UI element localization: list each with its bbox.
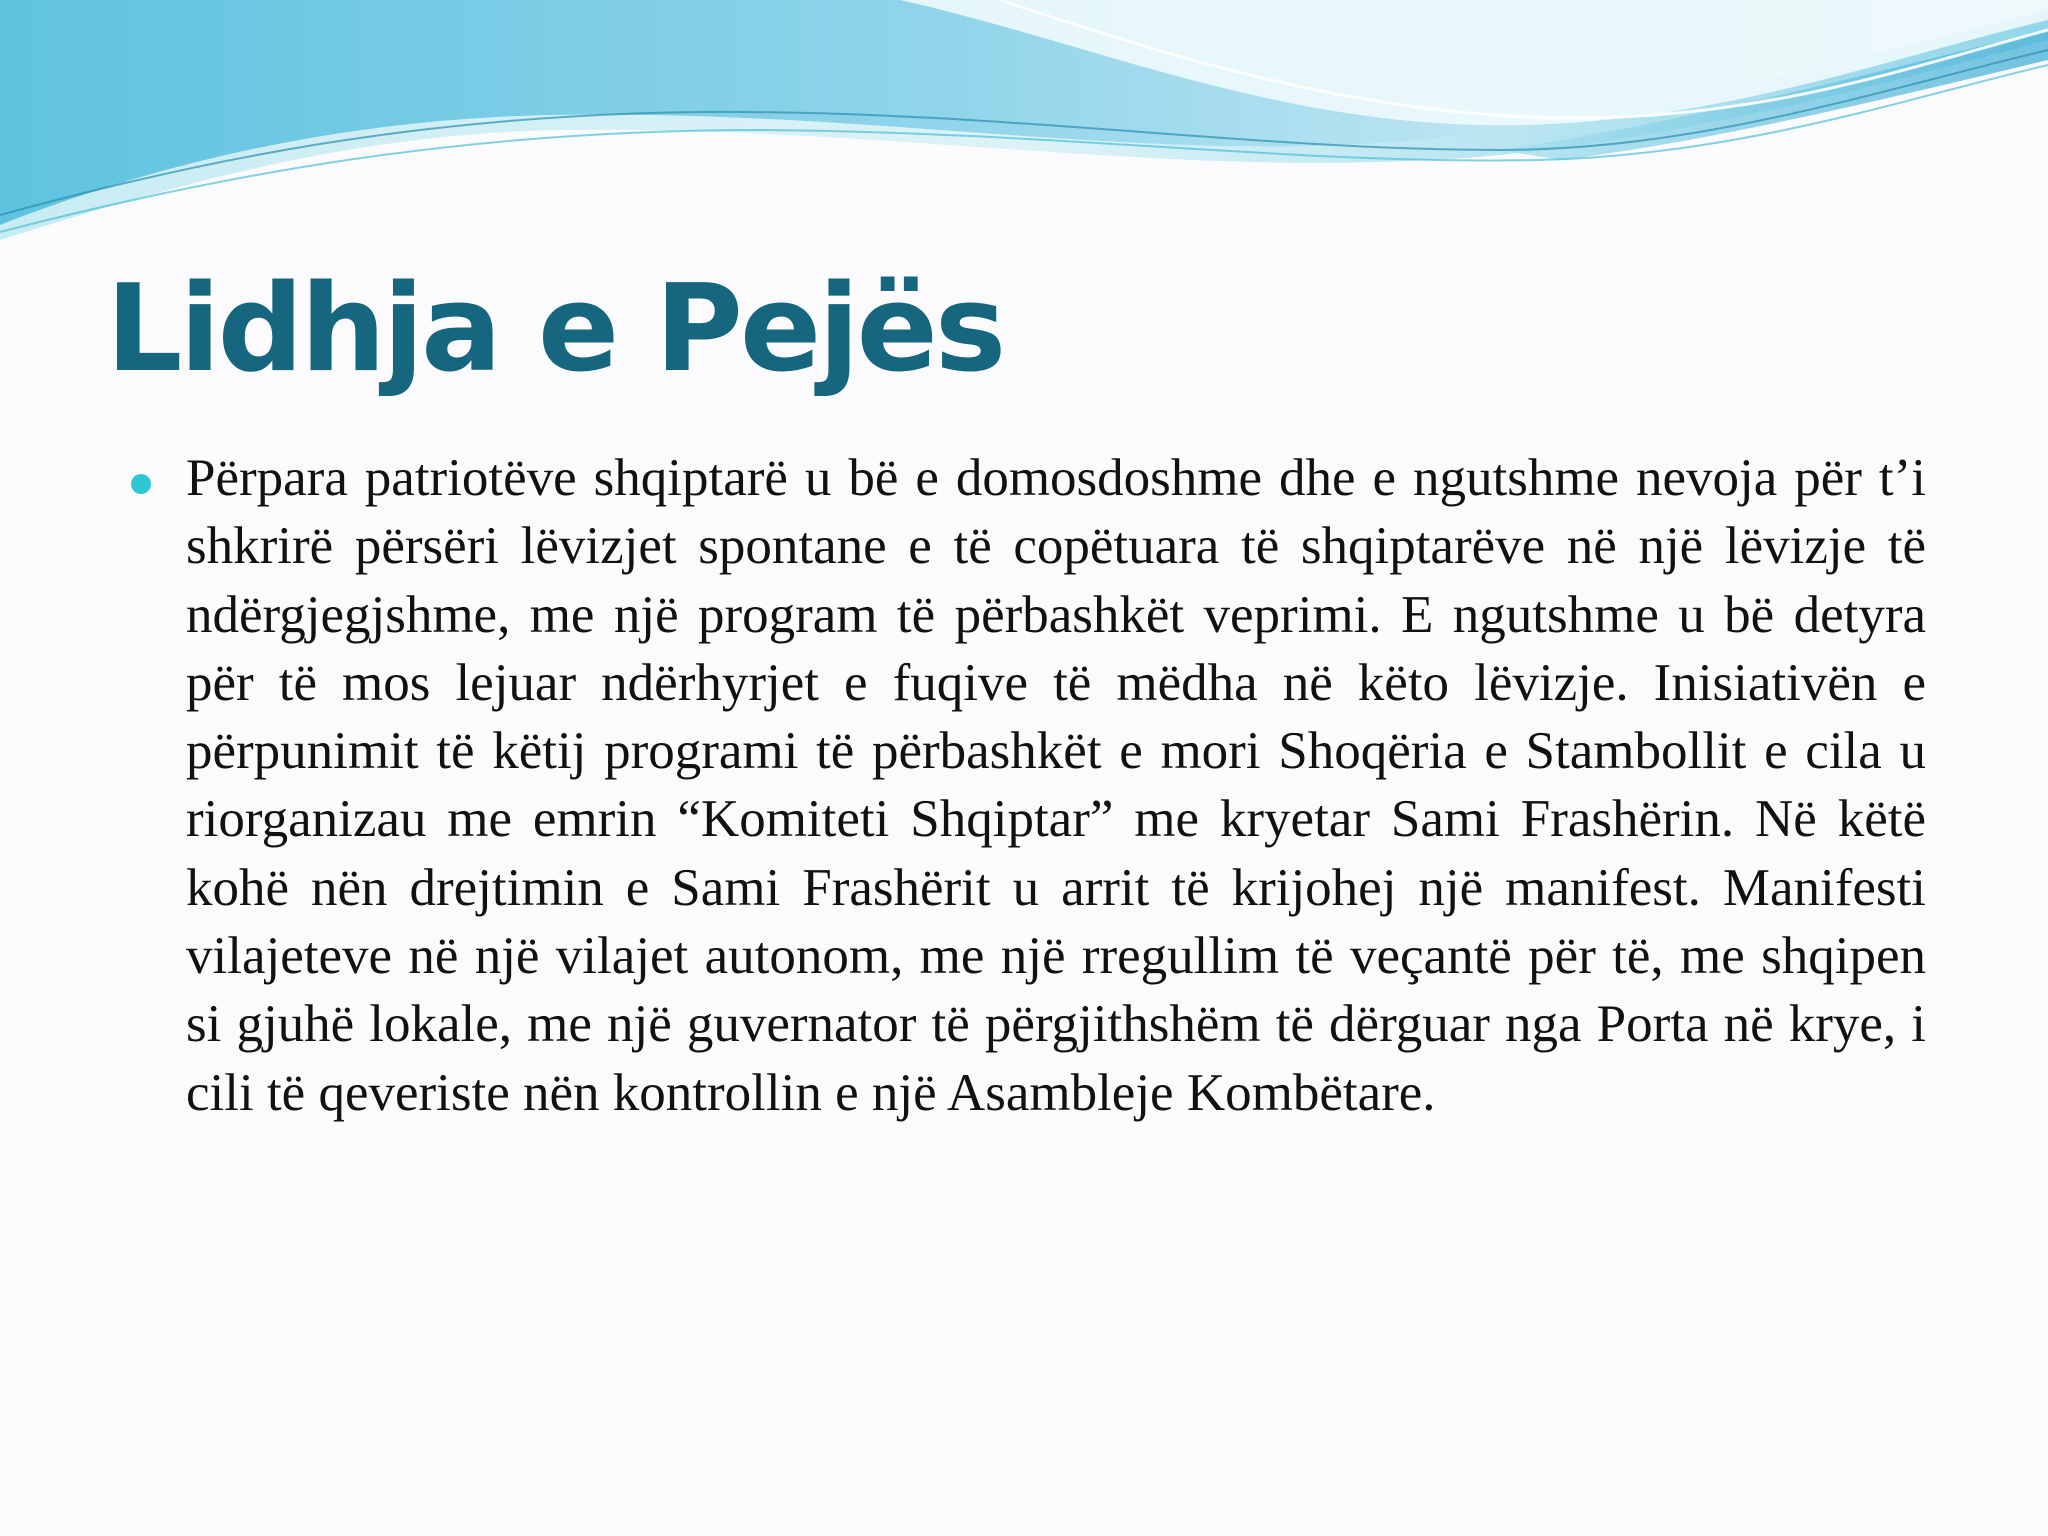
bullet-paragraph: Përpara patriotëve shqiptarë u bë e domosdoshme dhe e ngutshme nevoja për t’i shkrirë përsëri lëvizjet spontane e të copëtuara të shqiptarëve në një lëvizje të ndërgjegjshme, me një program të përbashkët veprimi. E ngutshme u bë detyra për të mos lejuar ndërhyrjet e fuqive të mëdha në këto lëvizje. Inisiativën e përpunimit të këtij programi të përbashkët e mori Shoqëria e Stambollit e cila u riorganizau me emrin “Komiteti Shqiptar” me kryetar Sami Frashërin. Në këtë kohë nën drejtimin e Sami Frashërit u arrit të krijohej një manifest. Manifesti vilajeteve në një vilajet autonom, me një rregullim të veçantë për të, me shqipen si gjuhë lokale, me një guvernator të përgjithshëm të dërguar nga Porta në krye, i cili të qeveriste nën kontrollin e një Asambleje Kombëtare. <box>186 449 1926 1122</box>
slide-content <box>186 444 1926 1127</box>
wave-header-decoration <box>0 0 2048 240</box>
slide-title: Lidhja e Pejës <box>106 260 1004 399</box>
bullet-icon <box>131 474 151 494</box>
